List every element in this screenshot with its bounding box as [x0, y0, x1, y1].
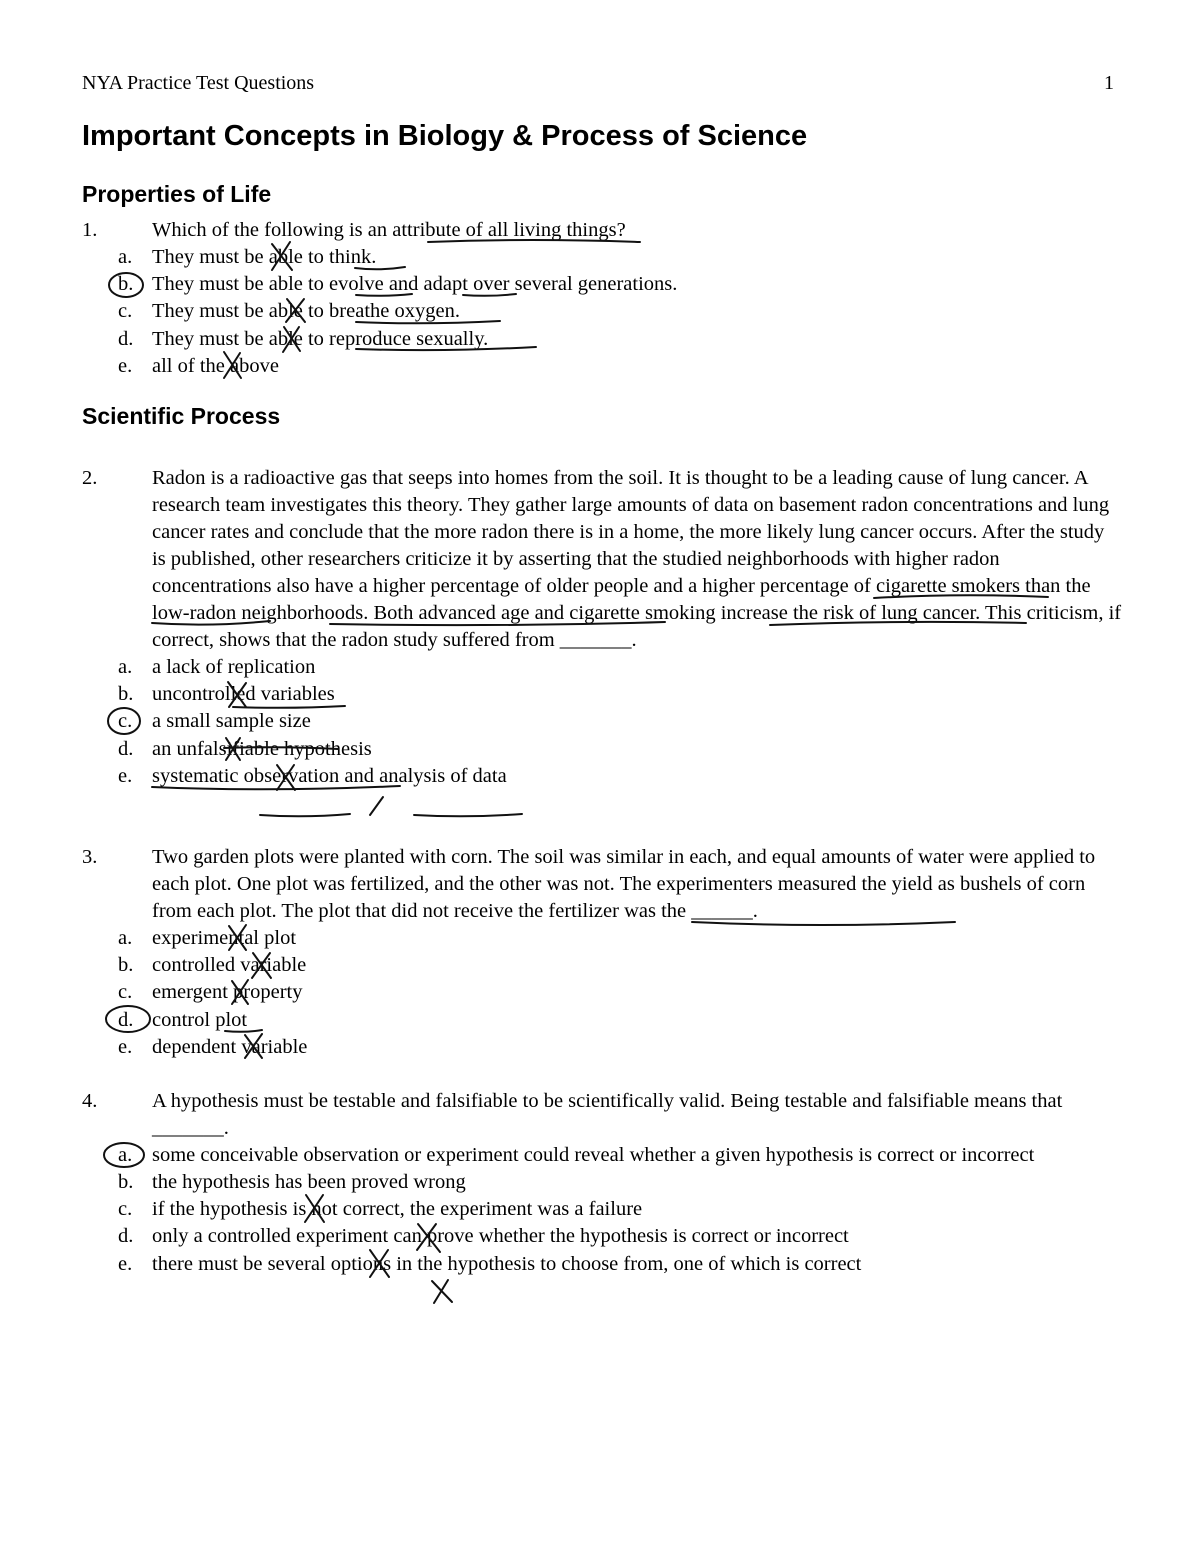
option-text: They must be able to evolve and adapt over several generations.	[152, 273, 678, 296]
option-letter: c.	[118, 300, 133, 323]
option-list	[82, 244, 1122, 380]
question-text: Two garden plots were planted with corn. The soil was similar in each, and equal amounts of water were applied to each plot. One plot was fertilized, and the other was not. The experimenters measured the yield as bushels of corn from each plot. The plot that did not receive the fertilizer was the ______.	[152, 846, 1096, 922]
option-d[interactable]	[82, 1223, 1122, 1250]
option-e[interactable]	[82, 1251, 1122, 1278]
question-number: 2.	[82, 467, 98, 489]
option-letter: b.	[118, 954, 134, 977]
option-b[interactable]	[82, 681, 1122, 708]
option-text: if the hypothesis is not correct, the experiment was a failure	[152, 1198, 643, 1221]
option-letter: e.	[118, 354, 133, 377]
cross-mark	[432, 1280, 452, 1303]
option-letter: e.	[118, 1252, 133, 1275]
option-text: an unfalsifiable hypothesis	[152, 737, 372, 760]
option-letter: a.	[118, 246, 133, 268]
option-list	[82, 925, 1122, 1061]
option-c[interactable]	[82, 298, 1122, 325]
option-text: experimental plot	[152, 927, 297, 949]
option-list	[82, 654, 1122, 790]
option-text: only a controlled experiment can prove whether the hypothesis is correct or incorrect	[152, 1225, 849, 1248]
option-text: dependent variable	[152, 1035, 308, 1058]
question-2	[82, 465, 1122, 790]
option-letter: b.	[118, 683, 134, 706]
option-text: some conceivable observation or experiment could reveal whether a given hypothesis is correct or incorrect	[152, 1144, 1035, 1166]
option-text: They must be able to think.	[152, 246, 377, 268]
option-a[interactable]	[82, 654, 1122, 681]
option-letter: d.	[118, 1225, 134, 1248]
option-letter: c.	[118, 1198, 133, 1221]
option-e[interactable]	[82, 763, 1122, 790]
option-letter: e.	[118, 764, 133, 787]
option-b[interactable]	[82, 952, 1122, 979]
underline-mark	[414, 814, 522, 816]
option-c[interactable]	[82, 979, 1122, 1006]
section-heading-scientific-process: Scientific Process	[82, 403, 281, 429]
option-letter: b.	[118, 1171, 134, 1193]
option-text: uncontrolled variables	[152, 683, 335, 706]
question-number: 1.	[82, 219, 98, 241]
option-letter: d.	[118, 327, 134, 350]
option-letter: a.	[118, 1144, 133, 1166]
option-a[interactable]	[82, 925, 1122, 952]
option-text: the hypothesis has been proved wrong	[152, 1171, 466, 1193]
question-number: 3.	[82, 846, 98, 868]
option-d[interactable]	[82, 736, 1122, 763]
option-text: emergent property	[152, 981, 303, 1004]
option-text: control plot	[152, 1008, 248, 1031]
page-number: 1	[1104, 72, 1114, 94]
option-text: They must be able to breathe oxygen.	[152, 300, 460, 323]
question-text: Radon is a radioactive gas that seeps into homes from the soil. It is thought to be a leading cause of lung cancer. A research team investigates this theory. They gather large amounts of data on basement radon concentrations and lung cancer rates and conclude that the more radon there is in a home, the more likely lung cancer occurs. After the study is published, other researchers criticize it by asserting that the studied neighborhoods with higher radon concentrations also have a higher percentage of older people and a higher percentage of cigarette smokers than the low-radon neighborhoods. Both advanced age and cigarette smoking increase the risk of lung cancer. This criticism, if correct, shows that the radon study suffered from _______.	[152, 467, 1122, 651]
option-letter: c.	[118, 981, 133, 1004]
page-title: Important Concepts in Biology & Process of Science	[82, 120, 808, 152]
question-4	[82, 1088, 1122, 1278]
option-letter: c.	[118, 710, 133, 733]
option-text: all of the above	[152, 354, 279, 377]
option-text: systematic observation and analysis of data	[152, 764, 507, 787]
underline-mark	[260, 814, 350, 816]
option-letter: a.	[118, 656, 133, 678]
section-heading-properties-of-life: Properties of Life	[82, 181, 272, 207]
question-number: 4.	[82, 1090, 98, 1112]
option-text: controlled variable	[152, 954, 307, 977]
question-text: Which of the following is an attribute of all living things?	[152, 219, 626, 241]
option-list	[82, 1142, 1122, 1278]
option-letter: e.	[118, 1035, 133, 1058]
option-text: a lack of replication	[152, 656, 316, 678]
option-e[interactable]	[82, 353, 1122, 380]
option-b[interactable]	[82, 271, 1122, 298]
question-3	[82, 844, 1122, 1061]
option-text: a small sample size	[152, 710, 311, 733]
option-a[interactable]	[82, 1142, 1122, 1169]
option-e[interactable]	[82, 1034, 1122, 1061]
option-letter: b.	[118, 273, 134, 296]
strike-mark	[370, 797, 383, 815]
option-letter: a.	[118, 927, 133, 949]
option-d[interactable]	[82, 326, 1122, 353]
option-text: They must be able to reproduce sexually.	[152, 327, 489, 350]
question-text: A hypothesis must be testable and falsifiable to be scientifically valid. Being testable and falsifiable means that _______.	[152, 1090, 1063, 1139]
option-b[interactable]	[82, 1169, 1122, 1196]
running-header: NYA Practice Test Questions	[82, 72, 315, 94]
option-d[interactable]	[82, 1007, 1122, 1034]
option-c[interactable]	[82, 1196, 1122, 1223]
option-c[interactable]	[82, 708, 1122, 735]
option-letter: d.	[118, 1008, 134, 1031]
option-text: there must be several options in the hypothesis to choose from, one of which is correct	[152, 1252, 862, 1275]
question-1	[82, 217, 1122, 380]
option-a[interactable]	[82, 244, 1122, 271]
option-letter: d.	[118, 737, 134, 760]
